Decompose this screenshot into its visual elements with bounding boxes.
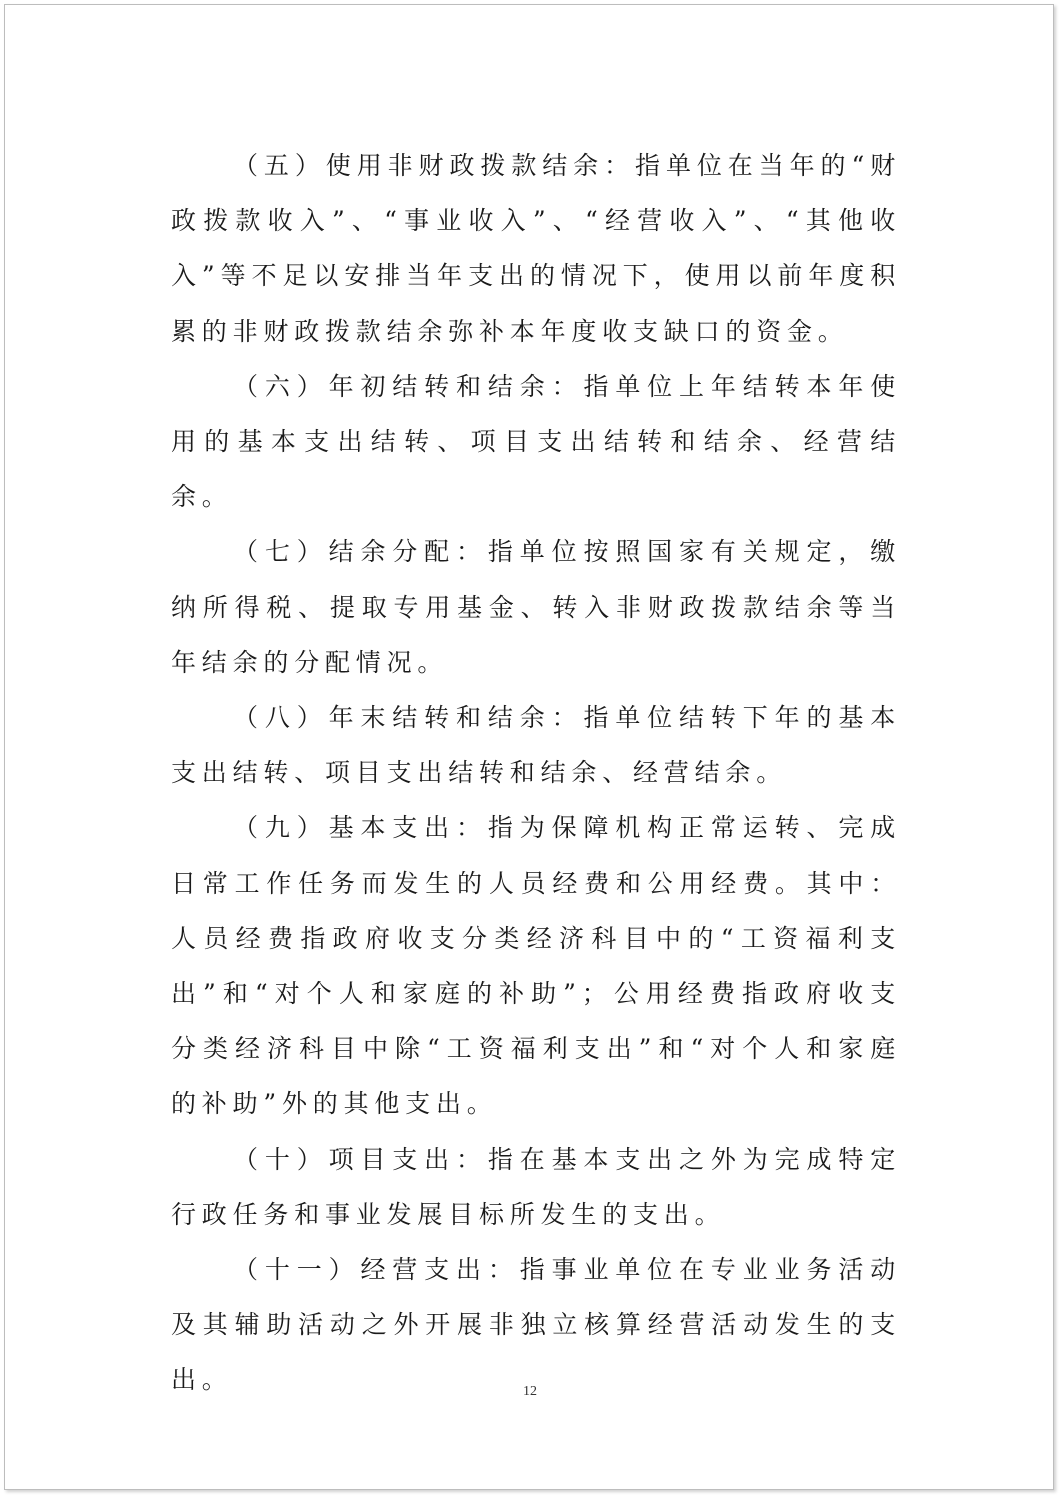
paragraph-item-9: （九）基本支出：指为保障机构正常运转、完成日常工作任务而发生的人员经费和公用经费。其中：人员经费指政府收支分类经济科目中的“工资福利支出”和“对个人和家庭的补助”；公用经费指政府收支分类经济科目中除“工资福利支出”和“对个人和家庭的补助”外的其他支出。 — [171, 813, 901, 1119]
paragraph-item-5: （五）使用非财政拨款结余：指单位在当年的“财政拨款收入”、“事业收入”、“经营收入”、“其他收入”等不足以安排当年支出的情况下，使用以前年度积累的非财政拨款结余弥补本年度收支缺口的资金。 — [171, 151, 901, 346]
document-body — [171, 138, 901, 1408]
paragraph-item-10: （十）项目支出：指在基本支出之外为完成特定行政任务和事业发展目标所发生的支出。 — [171, 1144, 901, 1229]
paragraph-item-7: （七）结余分配：指单位按照国家有关规定，缴纳所得税、提取专用基金、转入非财政拨款结余等当年结余的分配情况。 — [171, 537, 901, 677]
paragraph-item-6: （六）年初结转和结余：指单位上年结转本年使用的基本支出结转、项目支出结转和结余、经营结余。 — [171, 371, 901, 512]
paragraph-item-8: （八）年末结转和结余：指单位结转下年的基本支出结转、项目支出结转和结余、经营结余。 — [171, 703, 901, 788]
document-page — [4, 4, 1054, 1490]
paragraph-item-11: （十一）经营支出：指事业单位在专业业务活动及其辅助活动之外开展非独立核算经营活动发生的支出。 — [171, 1255, 901, 1395]
page-number: 12 — [523, 1384, 537, 1399]
